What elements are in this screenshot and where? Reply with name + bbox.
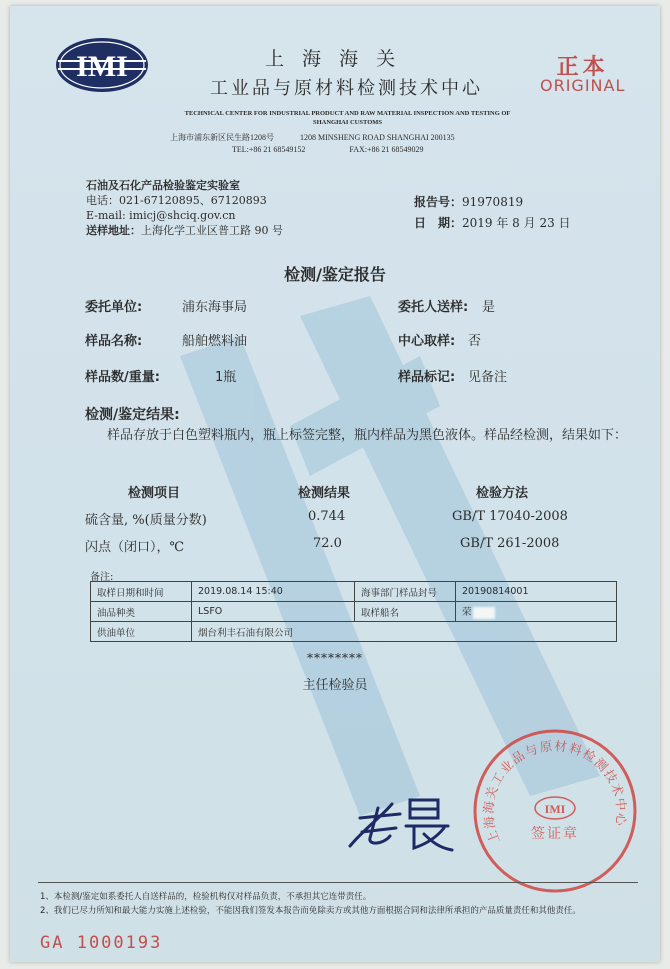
header-result: 检测结果: [298, 486, 351, 501]
imi-logo-icon: [54, 36, 150, 94]
org-fax: FAX:+86 21 68549029: [349, 145, 424, 154]
client-label: 委托单位:: [85, 300, 143, 315]
signature-icon: [340, 788, 460, 858]
sampling-datetime: 2019.08.14 15:40: [192, 582, 355, 602]
sampling-datetime-label: 取样日期和时间: [91, 582, 192, 602]
org-address: [170, 132, 455, 143]
logo-text: IMI: [76, 50, 128, 83]
report-number-label: 报告号：: [414, 195, 463, 209]
row1-result: 0.744: [308, 509, 346, 524]
org-contact: [232, 145, 424, 154]
inspector-label: 主任检验员: [302, 678, 368, 693]
row2-item: 闪点（闭口），℃: [85, 540, 185, 555]
supplier: 烟台利丰石油有限公司: [192, 622, 617, 642]
lab-name: 石油及石化产品检验鉴定实验室: [86, 179, 240, 192]
header-method: 检验方法: [476, 486, 529, 501]
supplier-label: 供油单位: [91, 622, 192, 642]
org-name-line2: 工业品与原材料检测技术中心: [210, 78, 483, 99]
seal-ring-text: 上海海关工业品与原材料检测技术中心: [480, 738, 630, 846]
org-name-english: TECHNICAL CENTER FOR INDUSTRIAL PRODUCT AND RAW MATERIAL INSPECTION AND TESTING OF SHANGHAI CUSTOMS: [184, 110, 511, 126]
client-value: 浦东海事局: [182, 300, 248, 315]
report-date-label: 日 期：: [414, 216, 463, 230]
report-date: 2019 年 8 月 23 日: [462, 216, 571, 230]
table-row: [91, 582, 617, 602]
report-sheet: [10, 6, 660, 962]
quantity-label: 样品数/重量:: [85, 370, 160, 385]
redaction-blur: [473, 607, 495, 619]
center-sampling-value: 否: [468, 334, 482, 349]
report-number: 91970819: [462, 195, 524, 209]
table-row: [91, 622, 617, 642]
lab-tel: 电话：021-67120895、67120893: [86, 194, 267, 207]
center-sampling-label: 中心取样:: [398, 334, 456, 349]
report-title: 检测/鉴定报告: [284, 265, 386, 284]
end-marker: ********: [307, 651, 363, 665]
sender-label: 委托人送样:: [398, 300, 469, 315]
remarks-table: [90, 581, 617, 642]
report-meta: [414, 192, 571, 234]
seal-center-text: 签证章: [531, 826, 579, 842]
seal-logo-text: IMI: [544, 802, 566, 816]
oil-type-label: 油品种类: [91, 602, 192, 622]
address-cn: 上海市浦东新区民生路1208号: [170, 133, 274, 142]
org-tel: TEL:+86 21 68549152: [232, 145, 306, 154]
address-en: 1208 MINSHENG ROAD SHANGHAI 200135: [300, 133, 455, 142]
org-name-line1: 上 海 海 关: [265, 48, 402, 70]
header-item: 检测项目: [128, 486, 181, 501]
seal-no-label: 海事部门样品封号: [355, 582, 456, 602]
row2-result: 72.0: [313, 536, 342, 551]
results-title: 检测/鉴定结果:: [85, 407, 180, 423]
original-stamp: [540, 56, 625, 94]
lab-address-value: 上海化学工业区普工路 90 号: [141, 224, 283, 237]
original-stamp-cn: 正本: [556, 54, 609, 80]
footer-notes: [40, 890, 640, 918]
ship-name: 荣: [462, 607, 472, 619]
lab-address-label: 送样地址：: [86, 224, 141, 237]
serial-number: GA 1000193: [40, 933, 163, 953]
seal-no: 20190814001: [456, 582, 617, 602]
sample-name-value: 船舶燃料油: [182, 334, 248, 349]
official-seal-icon: [470, 726, 640, 896]
sample-name-label: 样品名称:: [85, 334, 143, 349]
lab-info: [86, 178, 283, 238]
marking-label: 样品标记:: [398, 370, 456, 385]
sender-value: 是: [482, 300, 496, 315]
results-description: 样品存放于白色塑料瓶内，瓶上标签完整，瓶内样品为黑色液体。样品经检测，结果如下：: [107, 428, 628, 443]
ship-cell: [456, 602, 617, 622]
remarks-label: 备注:: [90, 572, 114, 583]
ship-label: 取样船名: [355, 602, 456, 622]
footer-note-1: 1、本检测/鉴定如系委托人自送样品的，检验机构仅对样品负责，不承担其它连带责任。: [40, 892, 372, 902]
row1-item: 硫含量, %(质量分数): [85, 513, 207, 528]
marking-value: 见备注: [468, 370, 508, 385]
table-row: [91, 602, 617, 622]
footer-note-2: 2、我们已尽力所知和最大能力实施上述检验，不能因我们签发本报告而免除卖方或其他方面根据合同和法律所承担的产品质量责任和其他责任。: [40, 906, 581, 916]
lab-address: [86, 223, 283, 238]
row1-method: GB/T 17040-2008: [452, 509, 568, 524]
oil-type: LSFO: [192, 602, 355, 622]
quantity-value: 1瓶: [215, 370, 237, 385]
original-stamp-en: ORIGINAL: [540, 76, 626, 95]
lab-email: E-mail: imicj@shciq.gov.cn: [86, 209, 236, 222]
row2-method: GB/T 261-2008: [460, 536, 560, 551]
footer-divider: [38, 882, 638, 883]
